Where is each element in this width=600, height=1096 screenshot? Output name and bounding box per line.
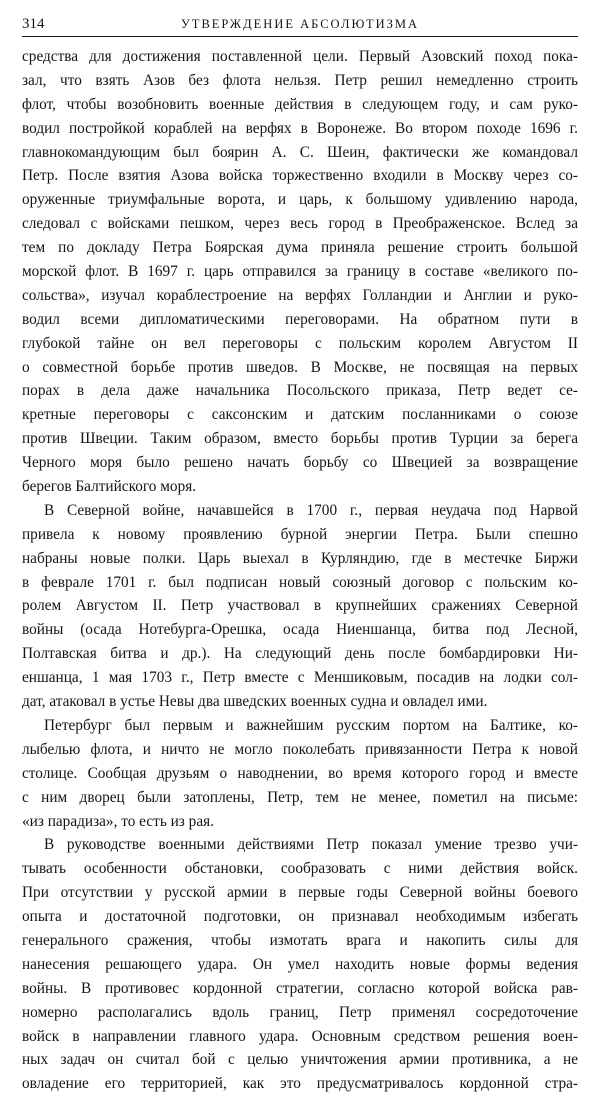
text-line: зал, что взять Азов без флота нельзя. Петр решил немедленно строить bbox=[22, 71, 578, 89]
text-line: столице. Сообщая друзьям о наводнении, во время которого город и вместе bbox=[22, 764, 578, 782]
text-line: лыбелью флота, и ничто не могло поколебать привязанности Петра к новой bbox=[22, 740, 578, 758]
text-line: тывать особенности обстановки, сообразовать с ними действия войск. bbox=[22, 860, 578, 878]
text-line: При отсутствии у русской армии в первые годы Северной войны боевого bbox=[22, 884, 578, 902]
text-line: сольства», изучал кораблестроение на верфях Голландии и Англии и руко- bbox=[22, 286, 578, 304]
text-line: генерального сражения, чтобы измотать врага и накопить силы для bbox=[22, 931, 578, 949]
text-line: нанесения решающего удара. Он умел находить новые формы ведения bbox=[22, 955, 578, 973]
running-title: УТВЕРЖДЕНИЕ АБСОЛЮТИЗМА bbox=[180, 17, 420, 31]
text-line: войны (осада Нотебурга-Орешка, осада Ниеншанца, битва под Лесной, bbox=[22, 621, 578, 639]
text-line: Петр. После взятия Азова войска торжественно входили в Москву через со- bbox=[22, 167, 578, 185]
text-line: овладение его территорией, как это предусматривалось кордонной стра- bbox=[22, 1075, 578, 1093]
paragraph bbox=[22, 714, 578, 833]
text-line: ных задач он считал бой с целью уничтожения армии противника, а не bbox=[22, 1051, 578, 1069]
text-line: следовал с войсками пешком, через весь город в Преображенское. Вслед за bbox=[22, 215, 578, 233]
page-number: 314 bbox=[22, 16, 45, 32]
text-line: ролем Августом II. Петр участвовал в крупнейших сражениях Северной bbox=[22, 597, 578, 615]
text-line: еншанца, 1 мая 1703 г., Петр вместе с Меншиковым, посадив на лодки сол- bbox=[22, 669, 578, 687]
text-line: набраны новые полки. Царь выехал в Курляндию, где в местечке Биржи bbox=[22, 549, 578, 567]
text-line: Полтавская битва и др.). На следующий день после бомбардировки Ни- bbox=[22, 645, 578, 663]
text-line: в феврале 1701 г. был подписан новый союзный договор с польским ко- bbox=[22, 573, 578, 591]
text-line: водил всеми дипломатическими переговорами. На обратном пути в bbox=[22, 310, 578, 328]
text-line: о совместной борьбе против шведов. В Москве, не посвящая на первых bbox=[22, 358, 578, 376]
body-text bbox=[22, 45, 578, 1096]
text-line: порах в дела даже начальника Посольского приказа, Петр ведет се- bbox=[22, 382, 578, 400]
paragraph bbox=[22, 45, 578, 499]
text-line: привела к новому проявлению бурной энергии Петра. Были спешно bbox=[22, 525, 578, 543]
text-line: В руководстве военными действиями Петр показал умение трезво учи- bbox=[44, 836, 578, 854]
text-line: опыта и достаточной подготовки, он признавал необходимым избегать bbox=[22, 908, 578, 926]
text-line: с ним дворец были затоплены, Петр, тем не менее, пометил на письме: bbox=[22, 788, 578, 806]
text-line: Черного моря было решено начать борьбу со Швецией за возвращение bbox=[22, 454, 578, 472]
book-page bbox=[22, 14, 578, 1096]
text-line: дат, атаковал в устье Невы два шведских военных судна и овладел ими. bbox=[22, 693, 488, 711]
text-line: «из парадиза», то есть из рая. bbox=[22, 812, 214, 830]
text-line: войск в направлении главного удара. Основным средством решения воен- bbox=[22, 1027, 578, 1045]
text-line: берегов Балтийского моря. bbox=[22, 478, 197, 496]
text-line: флот, чтобы возобновить военные действия в следующем году, и сам руко- bbox=[22, 95, 578, 113]
text-line: средства для достижения поставленной цели. Первый Азовский поход пока- bbox=[22, 48, 578, 65]
text-line: против Швеции. Таким образом, вместо борьбы против Турции за берега bbox=[22, 430, 578, 448]
text-line: морской флот. В 1697 г. царь отправился за границу в составе «великого по- bbox=[22, 263, 578, 281]
text-line: номерно располагались вдоль границ, Петр применял сосредоточение bbox=[22, 1003, 578, 1021]
text-line: водил постройкой кораблей на верфях в Воронеже. Во втором походе 1696 г. bbox=[22, 119, 578, 137]
text-line: оруженные триумфальные ворота, и царь, к большому удивлению народа, bbox=[22, 191, 578, 209]
text-line: тем по докладу Петра Боярская дума приняла решение строить большой bbox=[22, 239, 578, 257]
text-line: Петербург был первым и важнейшим русским портом на Балтике, ко- bbox=[44, 716, 578, 734]
text-line: В Северной войне, начавшейся в 1700 г., первая неудача под Нарвой bbox=[44, 501, 578, 519]
text-line: глубокой тайне он вел переговоры с польским королем Августом II bbox=[22, 334, 578, 352]
page-header bbox=[22, 14, 578, 37]
text-line: войны. В противовес кордонной стратегии, согласно которой войска рав- bbox=[22, 979, 578, 997]
paragraph bbox=[22, 499, 578, 714]
paragraph bbox=[22, 833, 578, 1096]
text-line: главнокомандующим был боярин А. С. Шеин, фактически же командовал bbox=[22, 143, 578, 161]
text-line: кретные переговоры с саксонским и датским посланниками о союзе bbox=[22, 406, 578, 424]
